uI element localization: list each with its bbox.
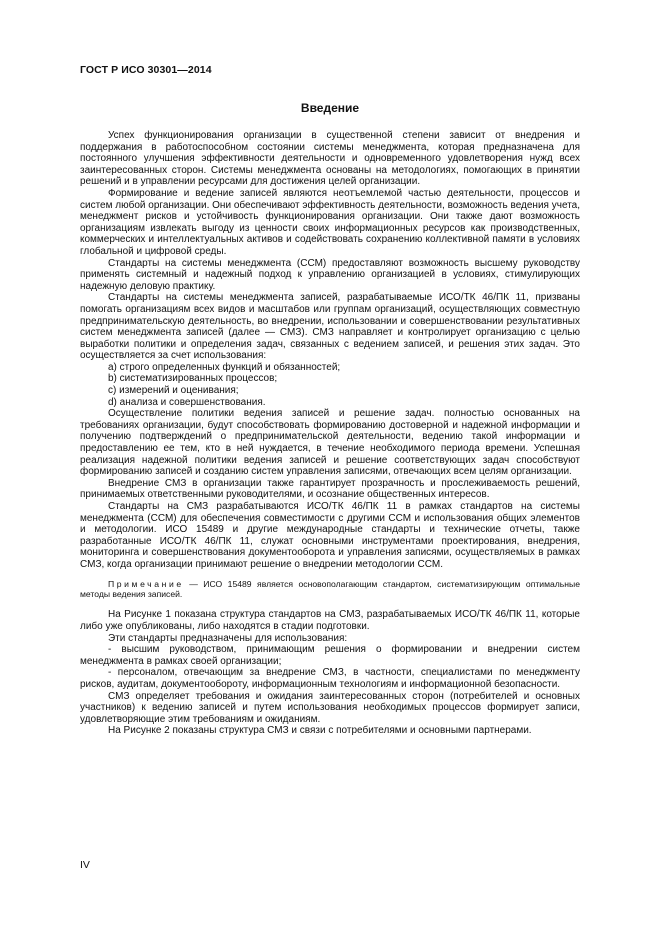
list-item: d) анализа и совершенствования. — [108, 396, 266, 408]
paragraph: На Рисунке 1 показана структура стандартов на СМЗ, разрабатываемых ИСО/ТК 46/ПК 11, которые либо уже опубликованы, либо находятся в стадии подготовки. — [80, 609, 580, 632]
section-title: Введение — [300, 101, 360, 115]
document-body — [80, 130, 580, 737]
list-item: b) систематизированных процессов; — [108, 373, 278, 385]
paragraph: Успех функционирования организации в существенной степени зависит от внедрения и поддержания в работоспособном состоянии системы менеджмента, которая предназначена для постоянного улучшения эффективности деятельности и одновременного удовлетворения нужд всех заинтересованных сторон. Системы менеджмента основаны на методологиях, помогающих в принятии решений и в управлении ресурсами для достижения целей организации. — [80, 130, 580, 188]
note-text: — ИСО 15489 является основополагающим стандартом, систематизирующим оптимальные методы ведения записей. — [80, 578, 580, 599]
paragraph: - персоналом, отвечающим за внедрение СМЗ, в частности, специалистами по менеджменту рисков, аудитам, документообороту, информационным технологиям и информационной безопасности. — [80, 667, 580, 690]
paragraph: Стандарты на СМЗ разрабатываются ИСО/ТК 46/ПК 11 в рамках стандартов на системы менеджмента (ССМ) для обеспечения совместимости с другими ССМ и использования общих элементов и методологии. ИСО 15489 и другие международные стандарты и технические отчеты, также разработанные ИСО/ТК 46/ПК 11, служат основными инструментами проектирования, внедрения, мониторинга и совершенствования документооборота и управления записями, осуществляемых в рамках СМЗ, когда организации принимают решение о внедрении методологии ССМ. — [80, 501, 580, 570]
page-number: IV — [80, 859, 90, 871]
paragraph: Стандарты на системы менеджмента записей, разрабатываемые ИСО/ТК 46/ПК 11, призваны помогать организациям всех видов и масштабов или группам организаций, осуществляющих совместную предпринимательскую деятельность, во внедрении, использовании и совершенствовании результативных систем менеджмента записей (далее — СМЗ). СМЗ направляет и контролирует организацию с целью выработки политики и определения задач, связанных с ведением записей, и решения этих задач. Это осуществляется за счет использования: — [80, 292, 580, 362]
paragraph: Эти стандарты предназначены для использования: — [108, 632, 348, 644]
paragraph: Осуществление политики ведения записей и решение задач. полностью основанных на требованиях организации, будут способствовать формированию достоверной и надежной информации и получению подтверждений о предпринимательской деятельности, ведению такой информации и предоставлению ее тем, кто в ней нуждается, в течение необходимого периода времени. Успешная реализация надежной политики ведения записей и решение соответствующих задач способствуют формированию записей и созданию систем управления записями, отвечающих всем целям организации. — [80, 408, 580, 478]
list-item: c) измерений и оценивания; — [108, 385, 239, 397]
usage-list — [80, 362, 580, 408]
paragraph: Внедрение СМЗ в организации также гарантирует прозрачность и прослеживаемость решений, принимаемых ответственными руководителями, и осознание общественных интересов. — [80, 477, 580, 501]
note — [80, 579, 580, 600]
paragraph: - высшим руководством, принимающим решения о формировании и внедрении систем менеджмента в рамках своей организации; — [80, 644, 580, 667]
paragraph: Стандарты на системы менеджмента (ССМ) предоставляют возможность высшему руководству применять системный и надежный подход к управлению организацией в условиях, стимулирующих надежную деловую практику. — [80, 257, 580, 292]
paragraph: СМЗ определяет требования и ожидания заинтересованных сторон (потребителей и основных участников) к ведению записей и путем использования необходимых процессов формирует записи, удовлетворяющие этим требованиям и ожиданиям. — [80, 690, 580, 725]
paragraph: Формирование и ведение записей являются неотъемлемой частью деятельности, процессов и систем любой организации. Они обеспечивают эффективность деятельности, возможность ведения учета, менеджмент рисков и устойчивость функционирования организации. Они также дают возможность организациям извлекать выгоду из ценности своих информационных ресурсов как производственных, коммерческих и интеллектуальных активов и содействовать сохранению коллективной памяти в условиях глобальной и цифровой среды. — [80, 187, 580, 257]
paragraph: На Рисунке 2 показаны структура СМЗ и связи с потребителями и основными партнерами. — [108, 725, 532, 737]
document-code: ГОСТ Р ИСО 30301—2014 — [80, 64, 212, 76]
note-label: Примечание — [108, 578, 184, 589]
list-item: a) строго определенных функций и обязанностей; — [108, 361, 341, 373]
